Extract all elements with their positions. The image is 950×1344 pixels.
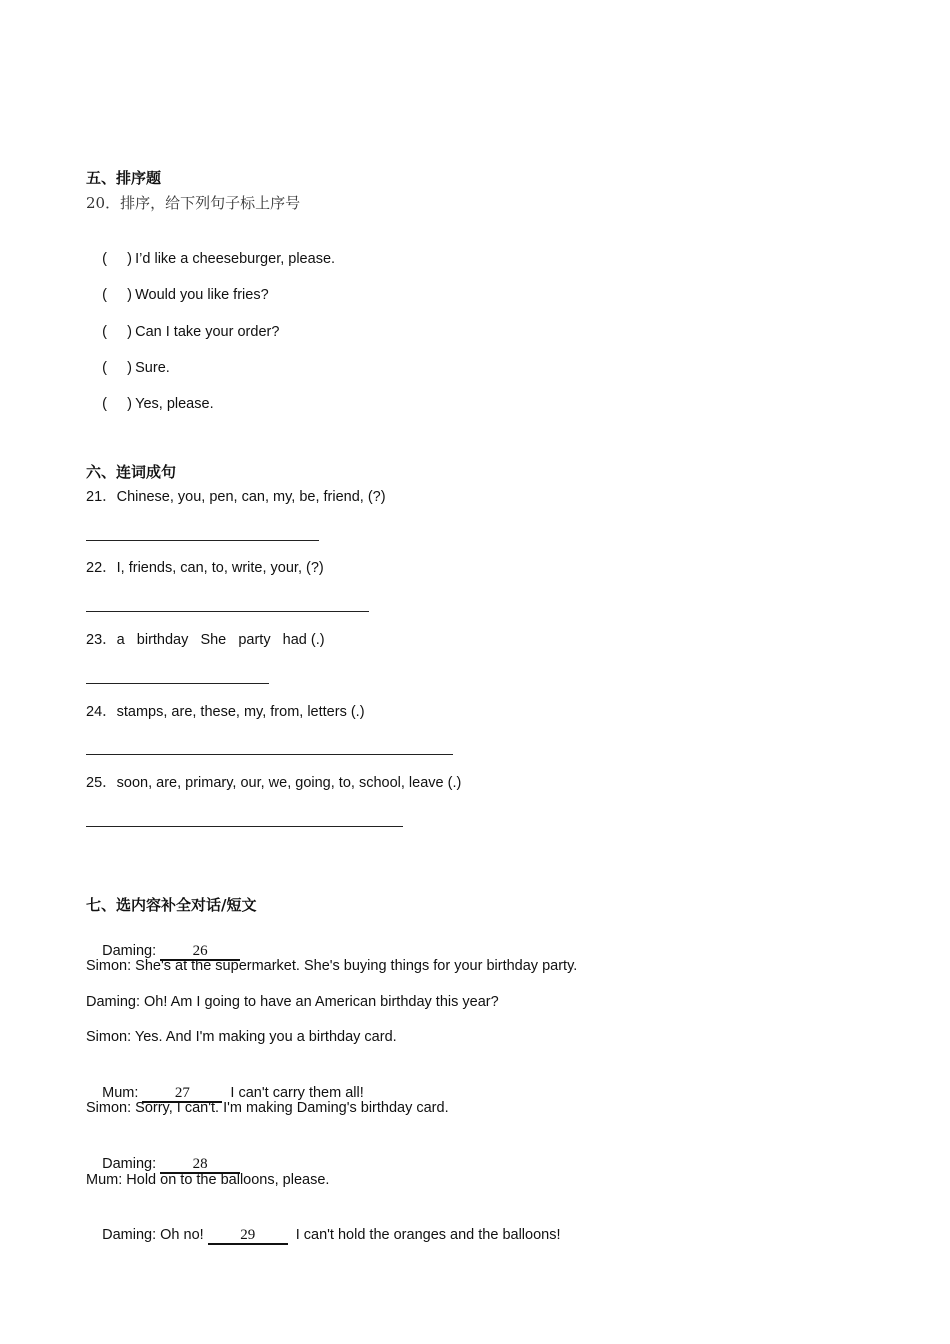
ordering-item-text: Can I take your order? — [135, 324, 280, 340]
dialogue-text: Daming: Oh no! — [102, 1227, 208, 1243]
dialogue-text: Mum: — [102, 1085, 143, 1101]
answer-paren: ( ) — [102, 287, 132, 303]
ordering-item-text: I’d like a cheeseburger, please. — [135, 251, 336, 267]
dialogue-text: Daming: — [102, 943, 161, 959]
question-23: 23．a birthday She party had (.) — [86, 632, 325, 648]
answer-paren: ( ) — [102, 324, 132, 340]
dialogue-line: Simon: Yes. And I'm making you a birthday card. — [86, 1029, 397, 1045]
question-20-prompt: 20．排序，给下列句子标上序号 — [86, 194, 301, 212]
ordering-item-text: Sure. — [135, 360, 170, 376]
question-25: 25．soon, are, primary, our, we, going, to, school, leave (.) — [86, 775, 462, 791]
dialogue-line: Simon: Sorry, I can't. I'm making Daming's birthday card. — [86, 1100, 449, 1116]
section-5-heading: 五、排序题 — [86, 169, 162, 187]
answer-line[interactable] — [86, 611, 369, 612]
ordering-item-text: Would you like fries? — [135, 287, 269, 303]
blank-27[interactable]: 27 — [142, 1085, 222, 1103]
section-7-heading: 七、选内容补全对话/短文 — [86, 896, 257, 914]
dialogue-line: Daming: Oh! Am I going to have an American birthday this year? — [86, 994, 499, 1010]
answer-line[interactable] — [86, 754, 453, 755]
question-22: 22．I, friends, can, to, write, your, (?) — [86, 560, 324, 576]
question-24: 24．stamps, are, these, my, from, letters (.) — [86, 704, 365, 720]
answer-paren: ( ) — [102, 396, 132, 412]
dialogue-line: Mum: Hold on to the balloons, please. — [86, 1172, 330, 1188]
section-6-heading: 六、连词成句 — [86, 463, 177, 481]
worksheet-page — [86, 0, 886, 1344]
question-21: 21．Chinese, you, pen, can, my, be, friend, (?) — [86, 489, 386, 505]
answer-paren: ( ) — [102, 360, 132, 376]
ordering-item-text: Yes, please. — [135, 396, 214, 412]
dialogue-text: I can't carry them all! — [226, 1085, 364, 1101]
dialogue-line: Simon: She's at the supermarket. She's buying things for your birthday party. — [86, 958, 578, 974]
ordering-item — [86, 374, 214, 434]
blank-29[interactable]: 29 — [208, 1227, 288, 1245]
dialogue-text: I can't hold the oranges and the balloons! — [291, 1227, 561, 1243]
answer-line[interactable] — [86, 540, 319, 541]
answer-line[interactable] — [86, 683, 269, 684]
dialogue-text: Daming: — [102, 1156, 161, 1172]
blank-26[interactable]: 26 — [160, 943, 240, 961]
dialogue-line — [86, 1205, 561, 1265]
answer-paren: ( ) — [102, 251, 132, 267]
blank-28[interactable]: 28 — [160, 1156, 240, 1174]
answer-line[interactable] — [86, 826, 403, 827]
